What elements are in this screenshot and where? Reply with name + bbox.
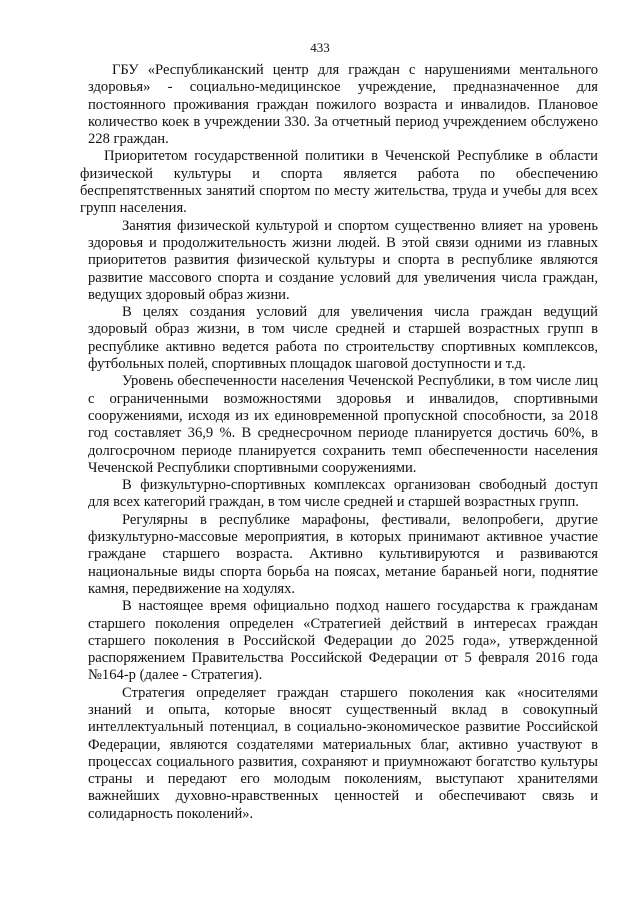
page-number: 433 <box>310 40 330 55</box>
paragraph-state-policy-priority: Приоритетом государственной политики в Чеченской Республике в области физической культуры и спорта является работа по обеспечению беспрепятственных занятий спортом по месту жительства, труда и учебы для всех групп населения. <box>80 148 598 217</box>
paragraph-sport-construction: В целях создания условий для увеличения числа граждан ведущий здоровый образ жизни, в том числе средней и старшей возрастных групп в республике активно ведется работа по строительству спортивных комплексов, футбольных полей, спортивных площадок шаговой доступности и т.д. <box>88 304 598 373</box>
paragraph-free-access: В физкультурно-спортивных комплексах организован свободный доступ для всех категорий граждан, в том числе средней и старшей возрастных групп. <box>88 477 598 511</box>
paragraph-gbu-center: ГБУ «Республиканский центр для граждан с нарушениями ментального здоровья» - социально-медицинское учреждение, предназначенное для постоянного проживания граждан пожилого возраста и инвалидов. Плановое количество коек в учреждении 330. За отчетный период учреждением обслужено 228 граждан. <box>88 62 598 148</box>
paragraph-strategy-definition: В настоящее время официально подход нашего государства к гражданам старшего поколения определен «Стратегией действий в интересах граждан старшего поколения в Российской Федерации до 2025 года», утвержденной распоряжением Правительства Российской Федерации от 5 февраля 2016 года №164-р (далее - Стратегия). <box>88 598 598 684</box>
paragraph-sport-health: Занятия физической культурой и спортом существенно влияет на уровень здоровья и продолжительность жизни людей. В этой связи одними из главных приоритетов развития физической культуры и спорта в республике являются развитие массового спорта и создание условий для увеличения числа граждан, ведущих здоровый образ жизни. <box>88 217 598 303</box>
paragraph-facility-provision: Уровень обеспеченности населения Чеченской Республики, в том числе лиц с ограниченными возможностями здоровья и инвалидов, спортивными сооружениями, исходя из их единовременной пропускной способности, за 2018 год составляет 36,9 %. В среднесрочном периоде планируется достичь 60%, в долгосрочном периоде планируется сохранить темп обеспеченности населения Чеченской Республики спортивными сооружениями. <box>88 373 598 476</box>
paragraph-mass-events: Регулярны в республике марафоны, фестивали, велопробеги, другие физкультурно-массовые мероприятия, в которых принимают активное участие граждане старшего возраста. Активно культивируются и развиваются национальные виды спорта борьба на поясах, метание бараньей ноги, поднятие камня, передвижение на ходулях. <box>88 511 598 597</box>
paragraph-strategy-older-generation: Стратегия определяет граждан старшего поколения как «носителями знаний и опыта, которые вносят существенный вклад в совокупный интеллектуальный потенциал, в социально-экономическое развитие Российской Федерации, являются создателями материальных благ, активно участвуют в процессах социального развития, сохраняют и приумножают богатство культуры страны и передают его молодым поколениям, выступают хранителями важнейших духовно-нравственных ценностей и обеспечивают связь и солидарность поколений». <box>88 684 598 822</box>
body-text <box>80 62 598 823</box>
